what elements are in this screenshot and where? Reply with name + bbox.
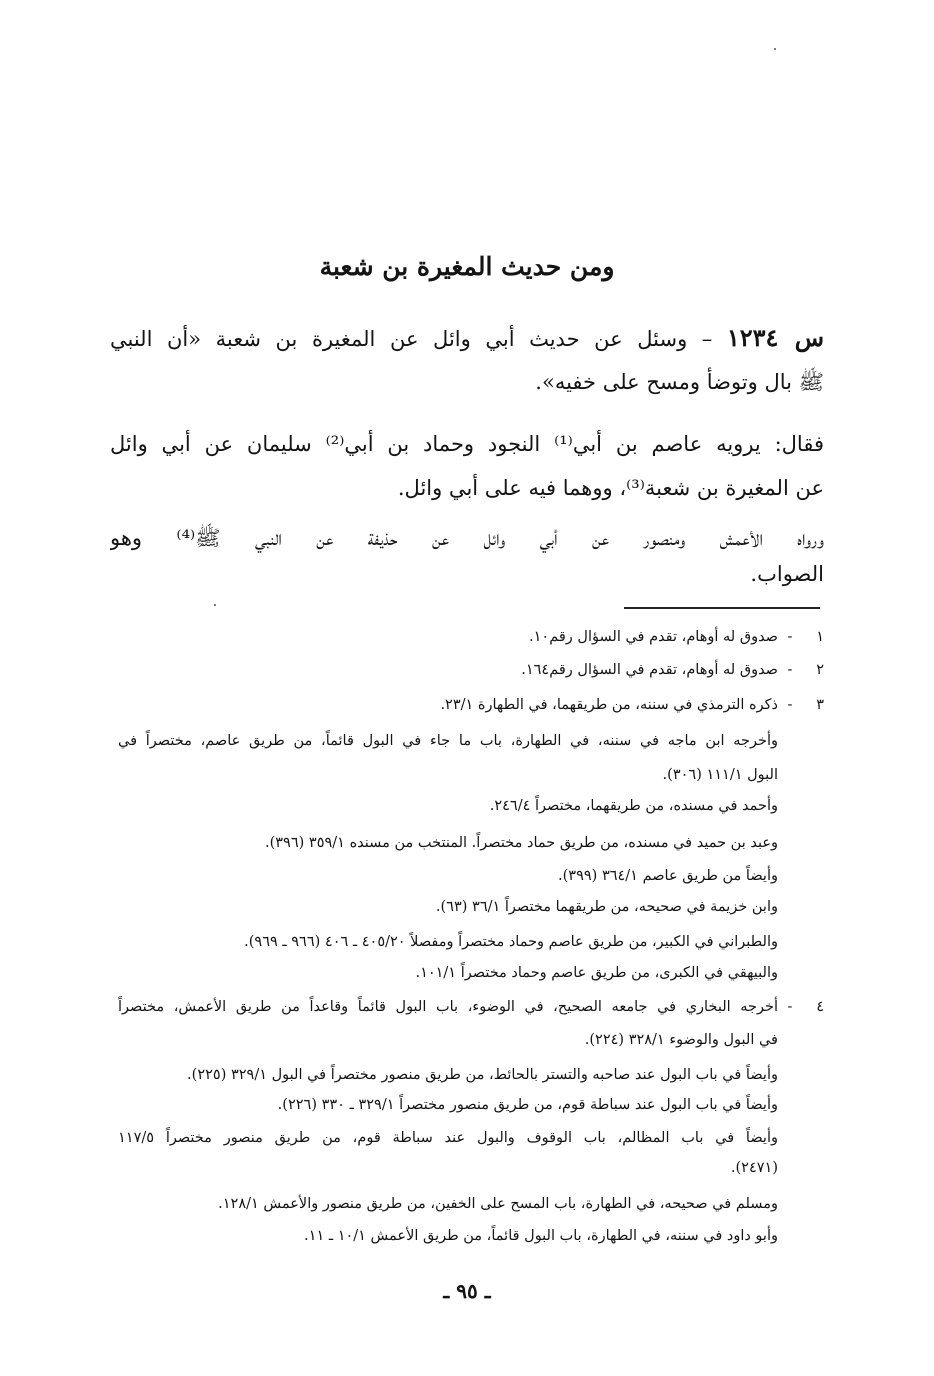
footnote-text: وأبو داود في سننه، في الطهارة، باب البول قائماً، من طريق الأعمش ١٠/١ ـ ١١. — [304, 1228, 778, 1244]
footnote-number: ١ — [816, 629, 824, 645]
footnote-dash: - — [787, 629, 793, 645]
footnote-line — [118, 992, 824, 1022]
footnote-number: ٢ — [816, 662, 824, 678]
footnote-line — [118, 622, 824, 652]
footnote-line — [118, 760, 824, 790]
answer-line-2: عن المغيرة بن شعبة⁽³⁾، ووهما فيه على أبي وائل. — [397, 476, 824, 500]
footnote-text: ذكره الترمذي في سننه، من طريقهما، في الطهارة ٢٣/١. — [440, 697, 778, 713]
footnote-text: وأيضاً في باب البول عند سباطة قوم، من طريق منصور مختصراً ٣٢٩/١ ـ ٣٣٠ (٢٢٦). — [277, 1097, 778, 1113]
footnote-number: ٣ — [816, 697, 824, 713]
section-heading: ومن حديث المغيرة بن شعبة — [319, 252, 615, 281]
footnote-line — [118, 1153, 824, 1183]
footnote-text: وأخرجه ابن ماجه في سننه، في الطهارة، باب ما جاء في البول قائماً، من طريق عاصم، مختصراً في — [118, 733, 778, 749]
footnote-text: وعبد بن حميد في مسنده، من طريق حماد مختصراً. المنتخب من مسنده ٣٥٩/١ (٣٩٦). — [264, 835, 778, 851]
footnote-text: (٢٤٧١). — [730, 1160, 778, 1176]
footnote-separator — [624, 607, 820, 609]
footnote-text: البول ١١١/١ (٣٠٦). — [662, 767, 778, 783]
footnote-line — [118, 1221, 824, 1251]
footnote-text: وأيضاً في باب البول عند صاحبه والتستر بالحائط، من طريق منصور مختصراً في البول ٣٢٩/١ (٢٢٥). — [187, 1067, 778, 1083]
footnote-line — [118, 1189, 824, 1219]
footnote-text: صدوق له أوهام، تقدم في السؤال رقم١٠. — [529, 629, 778, 645]
footnote-text: صدوق له أوهام، تقدم في السؤال رقم١٦٤. — [521, 662, 778, 678]
footnote-text: والبيهقي في الكبرى، من طريق عاصم وحماد مختصراً ١٠١/١. — [415, 965, 778, 981]
footnote-text: وأيضاً من طريق عاصم ٣٦٤/١ (٣٩٩). — [558, 868, 778, 884]
footnote-dash: - — [787, 697, 793, 713]
footnote-line — [118, 861, 824, 891]
footnote-line — [118, 828, 824, 858]
footnote-line — [118, 1025, 824, 1055]
footnote-number: ٤ — [816, 999, 824, 1015]
footnote-text: ومسلم في صحيحه، في الطهارة، باب المسح على الخفين، من طريق منصور والأعمش ١٢٨/١. — [218, 1196, 778, 1212]
answer-line-4: الصواب. — [750, 562, 824, 586]
speck-mark — [774, 48, 776, 50]
footnote-line — [118, 1123, 824, 1153]
footnote-text: وابن خزيمة في صحيحه، من طريقهما مختصراً ٣٦/١ (٦٣). — [435, 899, 778, 915]
footnote-dash: - — [787, 999, 793, 1015]
question-line-2: ﷺ بال وتوضأ ومسح على خفيه». — [535, 370, 824, 394]
answer-line-3: ورواه الأعمش ومنصور عن أبي وائل عن حذيفة عن النبي ﷺ⁽⁴⁾ وهو — [110, 526, 824, 550]
question-line-1 — [110, 318, 824, 358]
footnote-text: وأيضاً في باب المظالم، باب الوقوف والبول عند سباطة قوم، من طريق منصور مختصراً ١١٧/٥ — [118, 1130, 778, 1146]
question-text-1: وسئل عن حديث أبي وائل عن المغيرة بن شعبة «أن النبي — [110, 327, 688, 351]
footnote-line — [118, 655, 824, 685]
footnote-line — [118, 791, 824, 821]
page-number: ـ ٩٥ ـ — [443, 1279, 491, 1303]
footnote-text: في البول والوضوء ٣٢٨/١ (٢٢٤). — [584, 1032, 778, 1048]
footnote-text: وأحمد في مسنده، من طريقهما، مختصراً ٢٤٦/٤. — [489, 798, 778, 814]
footnote-line — [118, 726, 824, 756]
footnote-line — [118, 1090, 824, 1120]
footnote-dash: - — [787, 662, 793, 678]
footnote-line — [118, 1060, 824, 1090]
footnote-line — [118, 927, 824, 957]
footnote-line — [118, 958, 824, 988]
footnote-text: والطبراني في الكبير، من طريق عاصم وحماد مختصراً ومفصلاً ٤٠٥/٢٠ ـ ٤٠٦ (٩٦٦ ـ ٩٦٩). — [244, 934, 778, 950]
footnote-text: أخرجه البخاري في جامعه الصحيح، في الوضوء، باب البول قائماً وقاعداً من طريق الأعمش، مختصراً — [118, 999, 778, 1015]
footnote-line — [118, 892, 824, 922]
question-number: س ١٢٣٤ — [726, 323, 824, 352]
answer-line-1: فقال: يرويه عاصم بن أبي⁽¹⁾ النجود وحماد بن أبي⁽²⁾ سليمان عن أبي وائل — [110, 432, 824, 456]
question-dash: – — [701, 327, 713, 351]
footnote-line — [118, 690, 824, 720]
speck-mark — [214, 604, 216, 606]
